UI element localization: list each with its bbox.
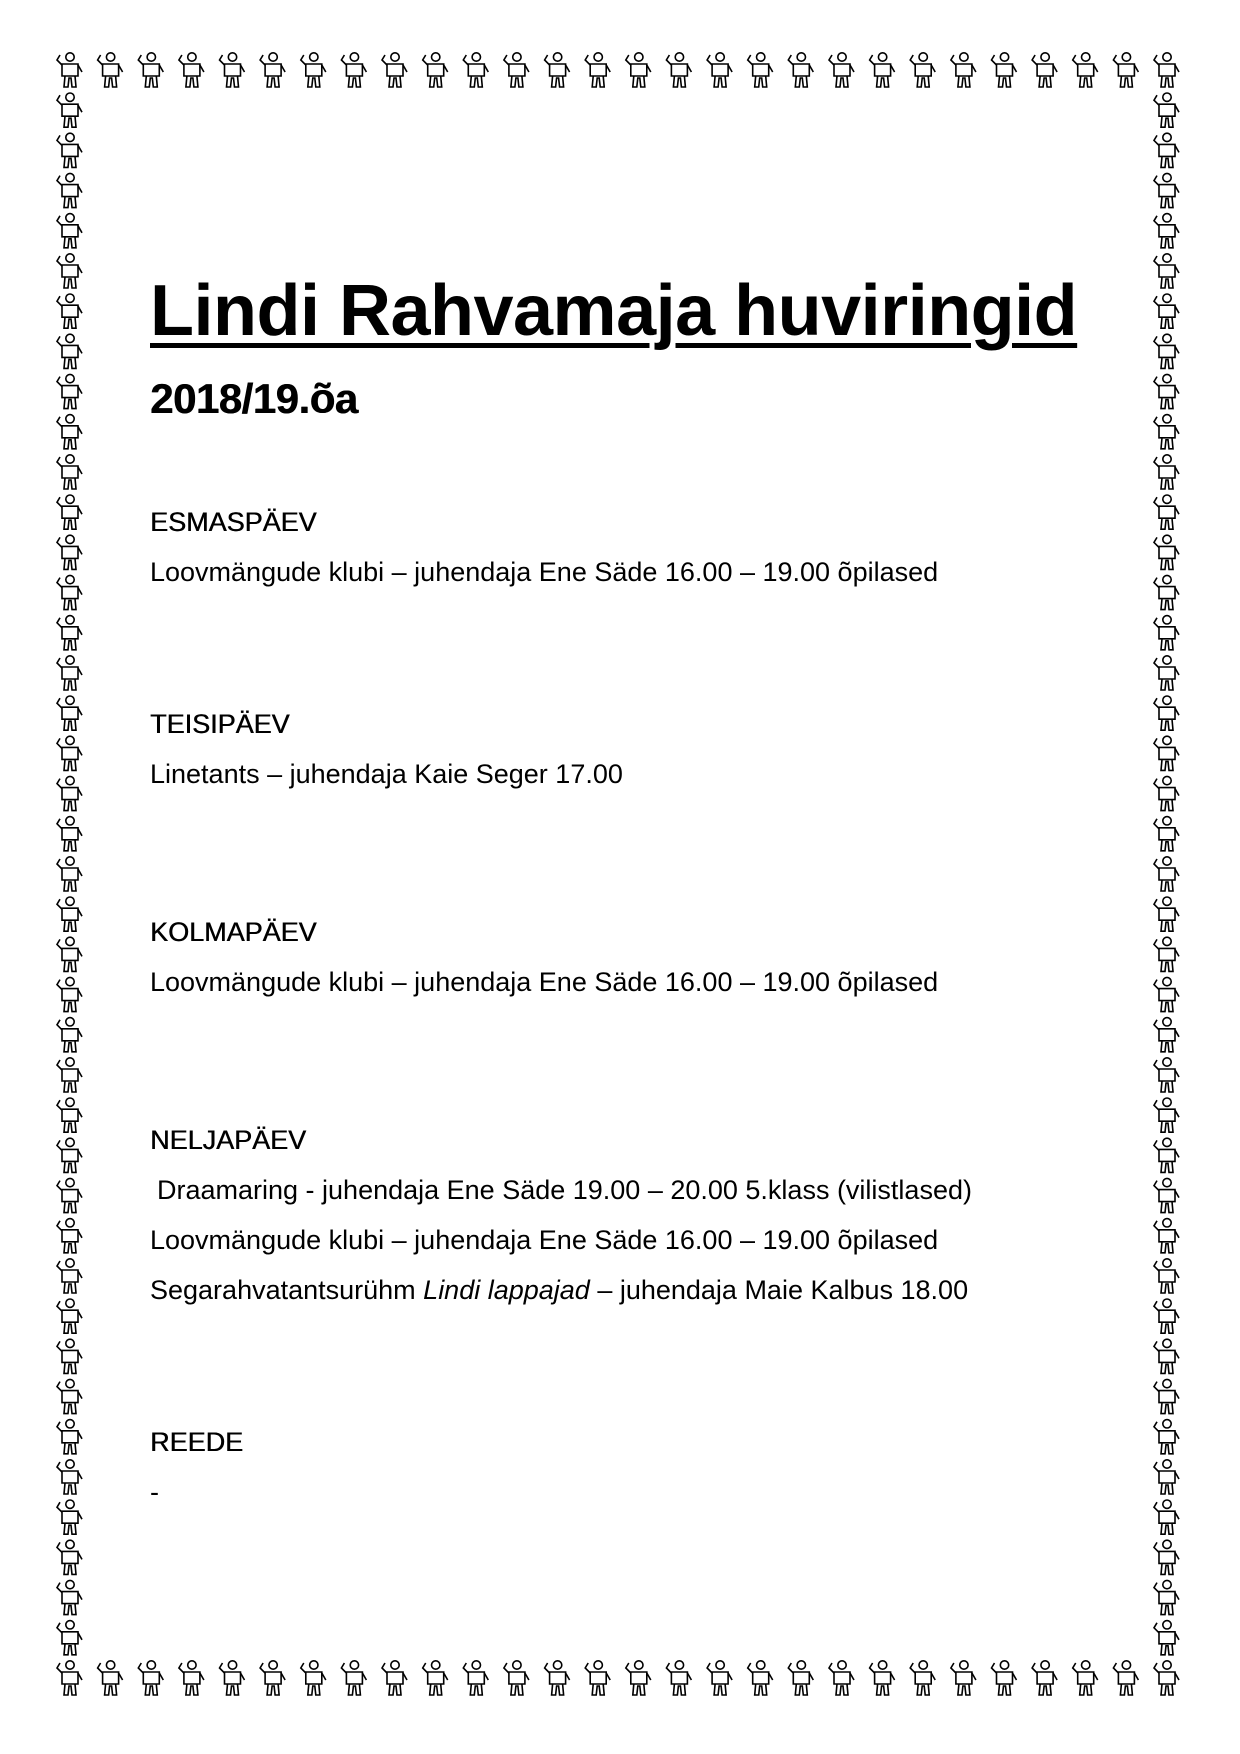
person-waving-icon bbox=[1113, 1661, 1138, 1695]
person-waving-icon bbox=[545, 1661, 570, 1695]
person-waving-icon bbox=[57, 1500, 82, 1534]
person-waving-icon bbox=[1154, 1339, 1179, 1373]
person-waving-icon bbox=[382, 1661, 407, 1695]
person-waving-icon bbox=[992, 53, 1017, 87]
person-waving-icon bbox=[57, 1460, 82, 1494]
person-waving-icon bbox=[626, 53, 651, 87]
day-monday bbox=[150, 506, 1090, 588]
person-waving-icon bbox=[1154, 1621, 1179, 1655]
school-year: 2018/19.õa bbox=[150, 375, 358, 422]
person-waving-icon bbox=[57, 1379, 82, 1413]
document-content bbox=[150, 268, 1090, 1508]
day-friday bbox=[150, 1426, 1090, 1508]
person-waving-icon bbox=[57, 173, 82, 207]
person-waving-icon bbox=[1154, 1299, 1179, 1333]
person-waving-icon bbox=[179, 1661, 204, 1695]
activity-entry-folk-dance bbox=[150, 1274, 1090, 1306]
person-waving-icon bbox=[1154, 334, 1179, 368]
person-waving-icon bbox=[1154, 1058, 1179, 1092]
person-waving-icon bbox=[504, 53, 529, 87]
person-waving-icon bbox=[1154, 857, 1179, 891]
person-waving-icon bbox=[57, 1540, 82, 1574]
person-waving-icon bbox=[57, 736, 82, 770]
person-waving-icon bbox=[382, 53, 407, 87]
person-waving-icon bbox=[57, 294, 82, 328]
person-waving-icon bbox=[1154, 1259, 1179, 1293]
person-waving-icon bbox=[57, 53, 82, 87]
person-waving-icon bbox=[1154, 1580, 1179, 1614]
person-waving-icon bbox=[57, 696, 82, 730]
person-waving-icon bbox=[1073, 1661, 1098, 1695]
person-waving-icon bbox=[626, 1661, 651, 1695]
person-waving-icon bbox=[1154, 53, 1179, 87]
person-waving-icon bbox=[57, 455, 82, 489]
person-waving-icon bbox=[57, 334, 82, 368]
day-tuesday bbox=[150, 708, 1090, 790]
person-waving-icon bbox=[57, 1138, 82, 1172]
person-waving-icon bbox=[1154, 133, 1179, 167]
day-heading: ESMASPÄEV bbox=[150, 507, 317, 537]
person-waving-icon bbox=[1154, 173, 1179, 207]
person-waving-icon bbox=[910, 53, 935, 87]
person-waving-icon bbox=[1154, 696, 1179, 730]
person-waving-icon bbox=[57, 1661, 82, 1695]
person-waving-icon bbox=[57, 1580, 82, 1614]
activity-entry: Linetants – juhendaja Kaie Seger 17.00 bbox=[150, 759, 623, 789]
person-waving-icon bbox=[545, 53, 570, 87]
person-waving-icon bbox=[1154, 1098, 1179, 1132]
person-waving-icon bbox=[870, 53, 895, 87]
day-heading: KOLMAPÄEV bbox=[150, 917, 317, 947]
person-waving-icon bbox=[707, 53, 732, 87]
person-waving-icon bbox=[1154, 736, 1179, 770]
person-waving-icon bbox=[951, 53, 976, 87]
person-waving-icon bbox=[1154, 897, 1179, 931]
person-waving-icon bbox=[666, 1661, 691, 1695]
person-waving-icon bbox=[585, 53, 610, 87]
person-waving-icon bbox=[1154, 776, 1179, 810]
person-waving-icon bbox=[423, 1661, 448, 1695]
person-waving-icon bbox=[1154, 254, 1179, 288]
person-waving-icon bbox=[57, 495, 82, 529]
folk-dance-group-name: Lindi lappajad bbox=[423, 1275, 590, 1305]
person-waving-icon bbox=[1113, 53, 1138, 87]
person-waving-icon bbox=[1154, 616, 1179, 650]
person-waving-icon bbox=[1073, 53, 1098, 87]
person-waving-icon bbox=[1154, 455, 1179, 489]
person-waving-icon bbox=[666, 53, 691, 87]
person-waving-icon bbox=[57, 374, 82, 408]
person-waving-icon bbox=[1154, 1420, 1179, 1454]
person-waving-icon bbox=[1154, 1138, 1179, 1172]
person-waving-icon bbox=[57, 616, 82, 650]
person-waving-icon bbox=[57, 937, 82, 971]
person-waving-icon bbox=[707, 1661, 732, 1695]
day-heading: NELJAPÄEV bbox=[150, 1125, 307, 1155]
person-waving-icon bbox=[1154, 1500, 1179, 1534]
person-waving-icon bbox=[423, 53, 448, 87]
person-waving-icon bbox=[57, 1219, 82, 1253]
person-waving-icon bbox=[220, 53, 245, 87]
person-waving-icon bbox=[57, 656, 82, 690]
person-waving-icon bbox=[1032, 1661, 1057, 1695]
day-heading: TEISIPÄEV bbox=[150, 709, 290, 739]
person-waving-icon bbox=[829, 53, 854, 87]
person-waving-icon bbox=[1154, 214, 1179, 248]
person-waving-icon bbox=[57, 1339, 82, 1373]
person-waving-icon bbox=[57, 1018, 82, 1052]
day-wednesday bbox=[150, 916, 1090, 998]
person-waving-icon bbox=[504, 1661, 529, 1695]
folk-dance-suffix: – juhendaja Maie Kalbus 18.00 bbox=[589, 1275, 969, 1305]
person-waving-icon bbox=[260, 53, 285, 87]
person-waving-icon bbox=[1154, 1178, 1179, 1212]
person-waving-icon bbox=[1154, 656, 1179, 690]
person-waving-icon bbox=[1154, 93, 1179, 127]
person-waving-icon bbox=[1154, 294, 1179, 328]
activity-entry: Draamaring - juhendaja Ene Säde 19.00 – 20.00 5.klass (vilistlased) bbox=[157, 1175, 972, 1205]
person-waving-icon bbox=[748, 53, 773, 87]
person-waving-icon bbox=[301, 53, 326, 87]
person-waving-icon bbox=[57, 415, 82, 449]
person-waving-icon bbox=[1154, 1219, 1179, 1253]
person-waving-icon bbox=[57, 1098, 82, 1132]
person-waving-icon bbox=[57, 93, 82, 127]
person-waving-icon bbox=[1154, 977, 1179, 1011]
person-waving-icon bbox=[829, 1661, 854, 1695]
person-waving-icon bbox=[788, 53, 813, 87]
person-waving-icon bbox=[1154, 1540, 1179, 1574]
person-waving-icon bbox=[57, 1299, 82, 1333]
person-waving-icon bbox=[1154, 1018, 1179, 1052]
person-waving-icon bbox=[1154, 374, 1179, 408]
person-waving-icon bbox=[57, 977, 82, 1011]
person-waving-icon bbox=[585, 1661, 610, 1695]
person-waving-icon bbox=[138, 1661, 163, 1695]
person-waving-icon bbox=[1154, 1661, 1179, 1695]
person-waving-icon bbox=[341, 53, 366, 87]
person-waving-icon bbox=[1154, 937, 1179, 971]
person-waving-icon bbox=[98, 53, 123, 87]
activity-entry: Loovmängude klubi – juhendaja Ene Säde 16.00 – 19.00 õpilased bbox=[150, 1225, 939, 1255]
person-waving-icon bbox=[301, 1661, 326, 1695]
person-waving-icon bbox=[463, 1661, 488, 1695]
person-waving-icon bbox=[910, 1661, 935, 1695]
person-waving-icon bbox=[1154, 1460, 1179, 1494]
person-waving-icon bbox=[870, 1661, 895, 1695]
person-waving-icon bbox=[1154, 535, 1179, 569]
person-waving-icon bbox=[98, 1661, 123, 1695]
person-waving-icon bbox=[1154, 575, 1179, 609]
person-waving-icon bbox=[57, 575, 82, 609]
person-waving-icon bbox=[57, 535, 82, 569]
person-waving-icon bbox=[57, 1621, 82, 1655]
person-waving-icon bbox=[1154, 1379, 1179, 1413]
person-waving-icon bbox=[57, 1259, 82, 1293]
person-waving-icon bbox=[57, 776, 82, 810]
activity-entry: - bbox=[150, 1477, 159, 1507]
person-waving-icon bbox=[57, 897, 82, 931]
person-waving-icon bbox=[951, 1661, 976, 1695]
day-heading: REEDE bbox=[150, 1427, 244, 1457]
person-waving-icon bbox=[57, 254, 82, 288]
person-waving-icon bbox=[57, 857, 82, 891]
person-waving-icon bbox=[1154, 415, 1179, 449]
person-waving-icon bbox=[1154, 495, 1179, 529]
person-waving-icon bbox=[57, 1420, 82, 1454]
person-waving-icon bbox=[57, 1058, 82, 1092]
person-waving-icon bbox=[788, 1661, 813, 1695]
person-waving-icon bbox=[341, 1661, 366, 1695]
person-waving-icon bbox=[138, 53, 163, 87]
person-waving-icon bbox=[992, 1661, 1017, 1695]
folk-dance-prefix: Segarahvatantsurühm bbox=[150, 1275, 424, 1305]
person-waving-icon bbox=[220, 1661, 245, 1695]
person-waving-icon bbox=[57, 1178, 82, 1212]
person-waving-icon bbox=[1032, 53, 1057, 87]
person-waving-icon bbox=[260, 1661, 285, 1695]
person-waving-icon bbox=[463, 53, 488, 87]
person-waving-icon bbox=[57, 214, 82, 248]
document-title: Lindi Rahvamaja huviringid bbox=[150, 271, 1078, 351]
person-waving-icon bbox=[748, 1661, 773, 1695]
activity-entry: Loovmängude klubi – juhendaja Ene Säde 16.00 – 19.00 õpilased bbox=[150, 557, 939, 587]
person-waving-icon bbox=[57, 817, 82, 851]
day-thursday bbox=[150, 1124, 1090, 1306]
activity-entry: Loovmängude klubi – juhendaja Ene Säde 16.00 – 19.00 õpilased bbox=[150, 967, 939, 997]
person-waving-icon bbox=[1154, 817, 1179, 851]
person-waving-icon bbox=[179, 53, 204, 87]
person-waving-icon bbox=[57, 133, 82, 167]
